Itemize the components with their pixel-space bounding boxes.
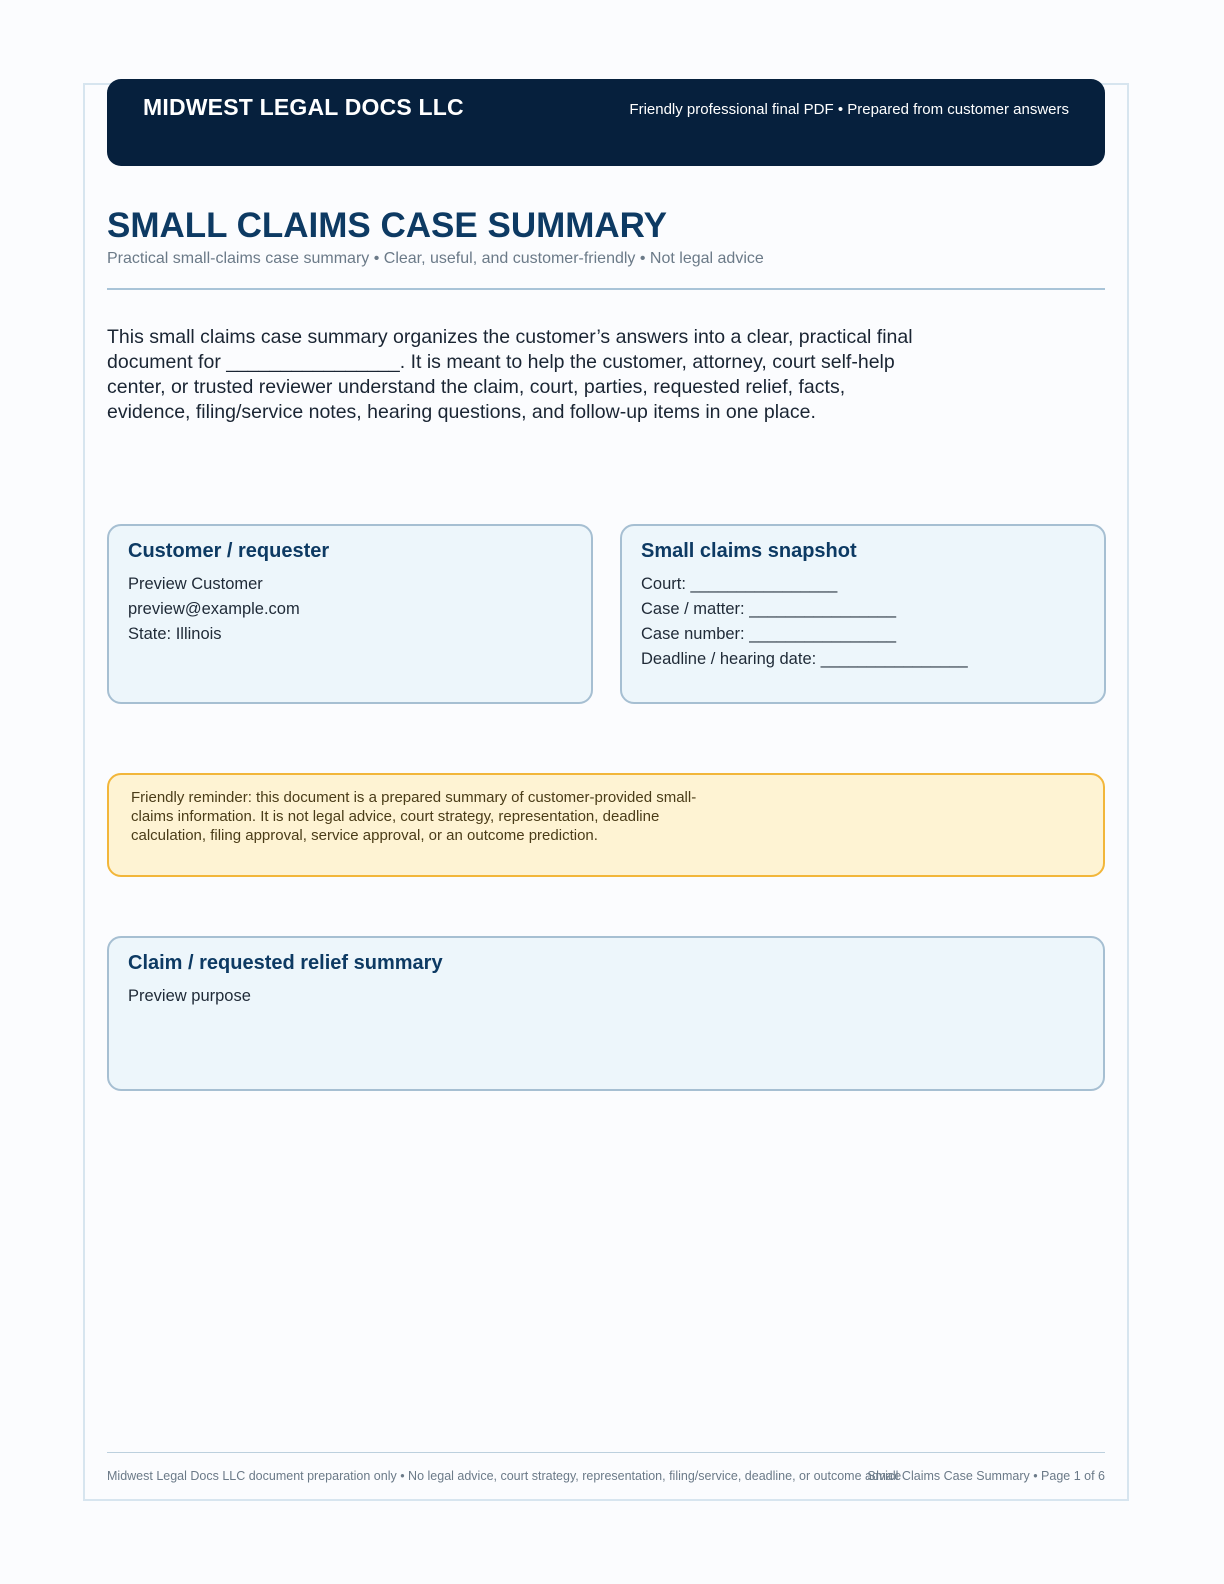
snapshot-case-matter: Case / matter: ________________: [641, 600, 897, 618]
snapshot-card: [620, 524, 1106, 704]
footer-disclaimer: Midwest Legal Docs LLC document preparation only • No legal advice, court strategy, representation, filing/service, deadline, or outcome advice: [107, 1469, 902, 1483]
reminder-text: Friendly reminder: this document is a prepared summary of customer-provided small-claims information. It is not legal advice, court strategy, representation, deadline calculation, filing approval, service approval, or an outcome prediction.: [131, 789, 697, 844]
claim-card-body: Preview purpose: [128, 987, 251, 1005]
customer-name: Preview Customer: [128, 575, 263, 593]
snapshot-deadline: Deadline / hearing date: ________________: [641, 650, 968, 668]
brand-tagline: Friendly professional final PDF • Prepared from customer answers: [629, 101, 1069, 118]
intro-paragraph: This small claims case summary organizes the customer’s answers into a clear, practical final document for ________________. It is meant to help the customer, attorney, court self-help center, or trusted reviewer understand the claim, court, parties, requested relief, facts, evidence, filing/service notes, hearing questions, and follow-up items in one place.: [107, 326, 913, 423]
customer-card-title: Customer / requester: [128, 540, 330, 562]
title-divider: [107, 288, 1105, 290]
page-subtitle: Practical small-claims case summary • Clear, useful, and customer-friendly • Not legal advice: [107, 250, 764, 267]
customer-card: [107, 524, 593, 704]
brand-name: MIDWEST LEGAL DOCS LLC: [143, 94, 464, 120]
customer-card-lines: [128, 572, 300, 647]
snapshot-card-title: Small claims snapshot: [641, 540, 857, 562]
reminder-box: [107, 773, 1105, 877]
footer-divider: [107, 1452, 1105, 1453]
footer-page-info: Small Claims Case Summary • Page 1 of 6: [867, 1469, 1105, 1483]
claim-card-title: Claim / requested relief summary: [128, 952, 443, 974]
page-title: SMALL CLAIMS CASE SUMMARY: [107, 206, 667, 245]
claim-card: [107, 936, 1105, 1091]
customer-state: State: Illinois: [128, 625, 222, 643]
snapshot-court: Court: ________________: [641, 575, 838, 593]
customer-email: preview@example.com: [128, 600, 300, 618]
snapshot-card-lines: [641, 572, 968, 672]
snapshot-case-number: Case number: ________________: [641, 625, 897, 643]
brand-header-bar: [107, 79, 1105, 166]
